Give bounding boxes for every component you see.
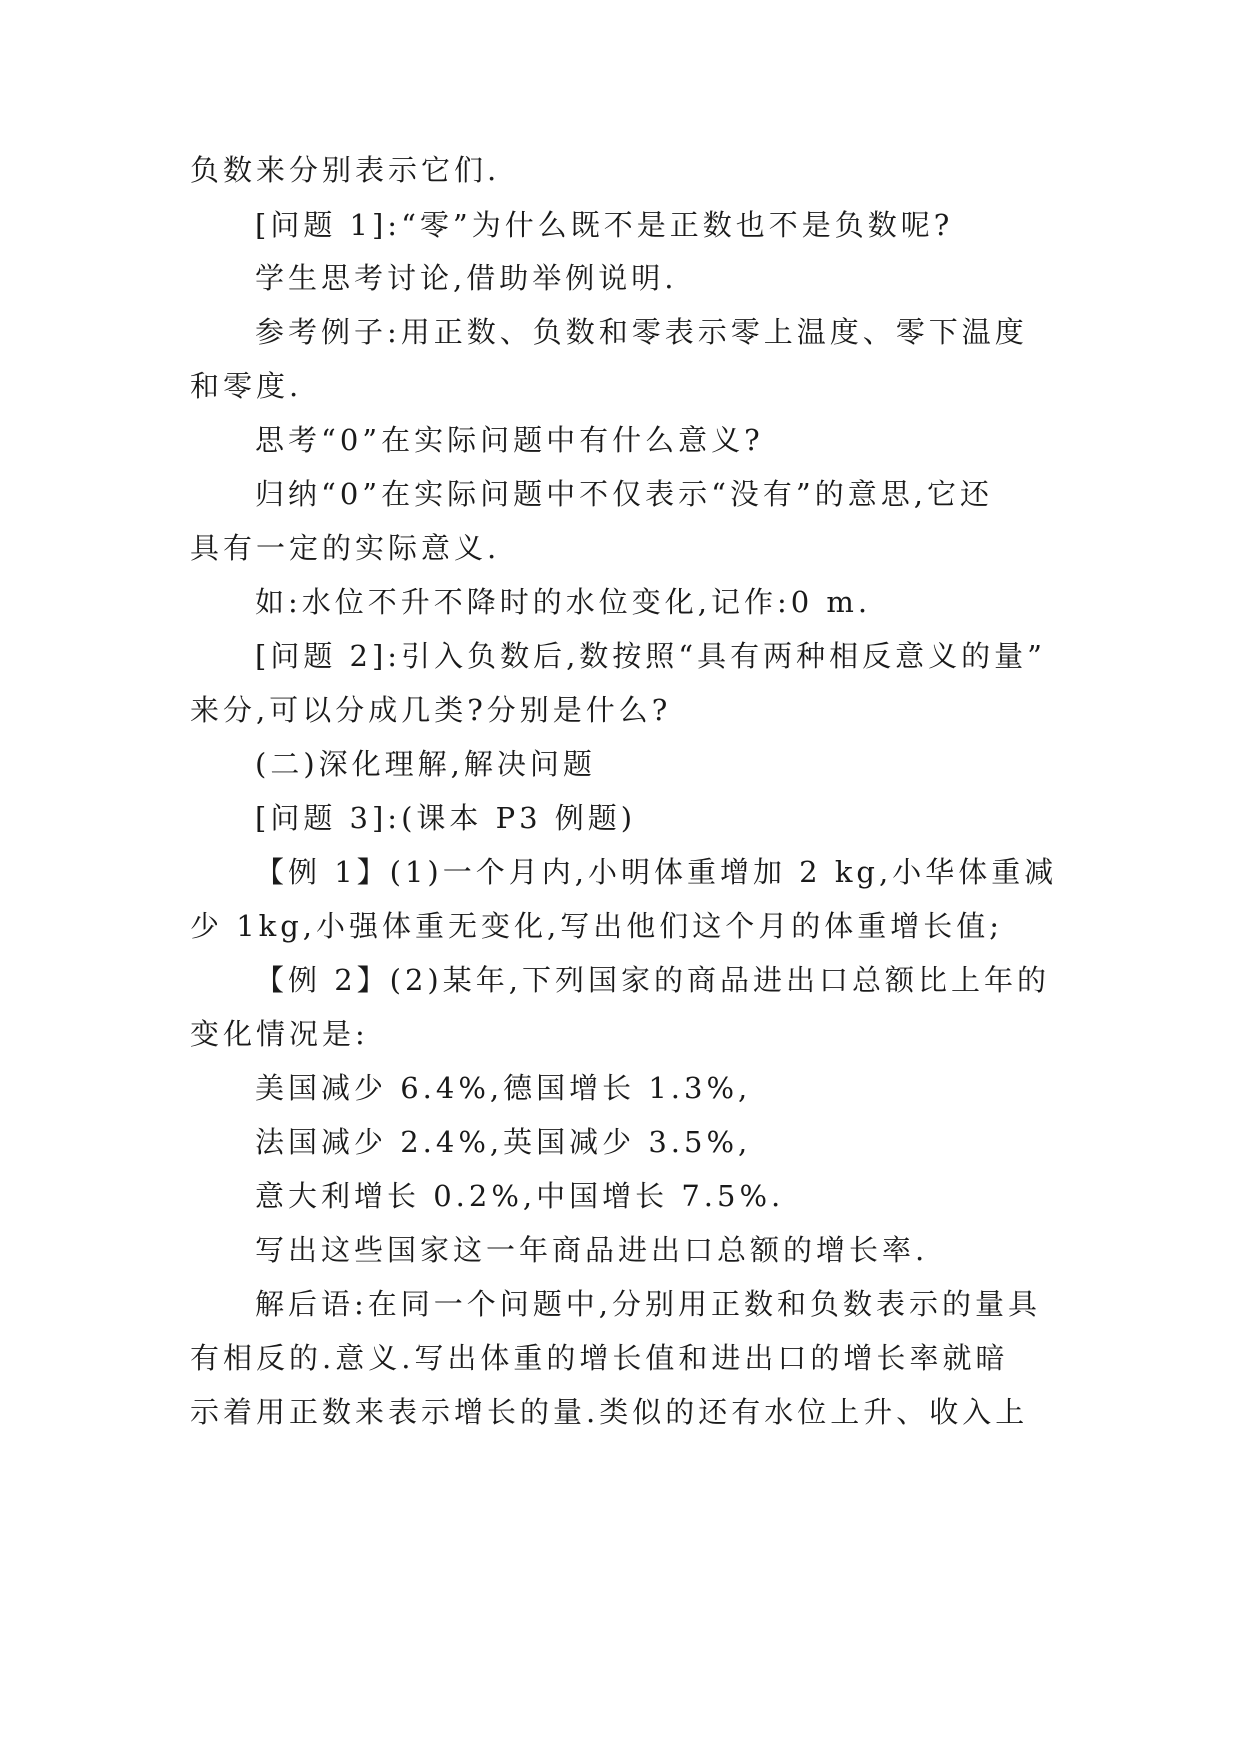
text-line: 美国减少 6.4%,德国增长 1.3%,	[255, 1071, 752, 1105]
text-line: 如:水位不升不降时的水位变化,记作:0 m.	[255, 585, 872, 619]
text-line: [问题 2]:引入负数后,数按照“具有两种相反意义的量”	[255, 639, 1046, 673]
text-line: 写出这些国家这一年商品进出口总额的增长率.	[255, 1233, 929, 1267]
text-line: 示着用正数来表示增长的量.类似的还有水位上升、收入上	[190, 1395, 1029, 1429]
text-line: 【例 1】(1)一个月内,小明体重增加 2 kg,小华体重减	[255, 855, 1058, 889]
text-line: 具有一定的实际意义.	[190, 531, 501, 565]
section-heading: (二)深化理解,解决问题	[255, 747, 596, 781]
text-line: 意大利增长 0.2%,中国增长 7.5%.	[255, 1179, 785, 1213]
text-line: [问题 1]:“零”为什么既不是正数也不是负数呢?	[255, 208, 954, 242]
text-line: 解后语:在同一个问题中,分别用正数和负数表示的量具	[255, 1287, 1041, 1321]
text-line: 参考例子:用正数、负数和零表示零上温度、零下温度	[255, 315, 1028, 349]
text-line: [问题 3]:(课本 P3 例题)	[255, 801, 637, 835]
text-line: 学生思考讨论,借助举例说明.	[255, 261, 678, 295]
text-line: 有相反的.意义.写出体重的增长值和进出口的增长率就暗	[190, 1341, 1009, 1375]
text-line: 负数来分别表示它们.	[190, 153, 501, 187]
text-line: 变化情况是:	[190, 1017, 369, 1051]
text-line: 来分,可以分成几类?分别是什么?	[190, 693, 672, 727]
text-line: 归纳“0”在实际问题中不仅表示“没有”的意思,它还	[255, 477, 993, 511]
text-line: 法国减少 2.4%,英国减少 3.5%,	[255, 1125, 752, 1159]
text-line: 【例 2】(2)某年,下列国家的商品进出口总额比上年的	[255, 963, 1050, 997]
text-line: 和零度.	[190, 369, 303, 403]
text-line: 少 1kg,小强体重无变化,写出他们这个月的体重增长值;	[190, 909, 1004, 943]
text-line: 思考“0”在实际问题中有什么意义?	[255, 423, 764, 457]
